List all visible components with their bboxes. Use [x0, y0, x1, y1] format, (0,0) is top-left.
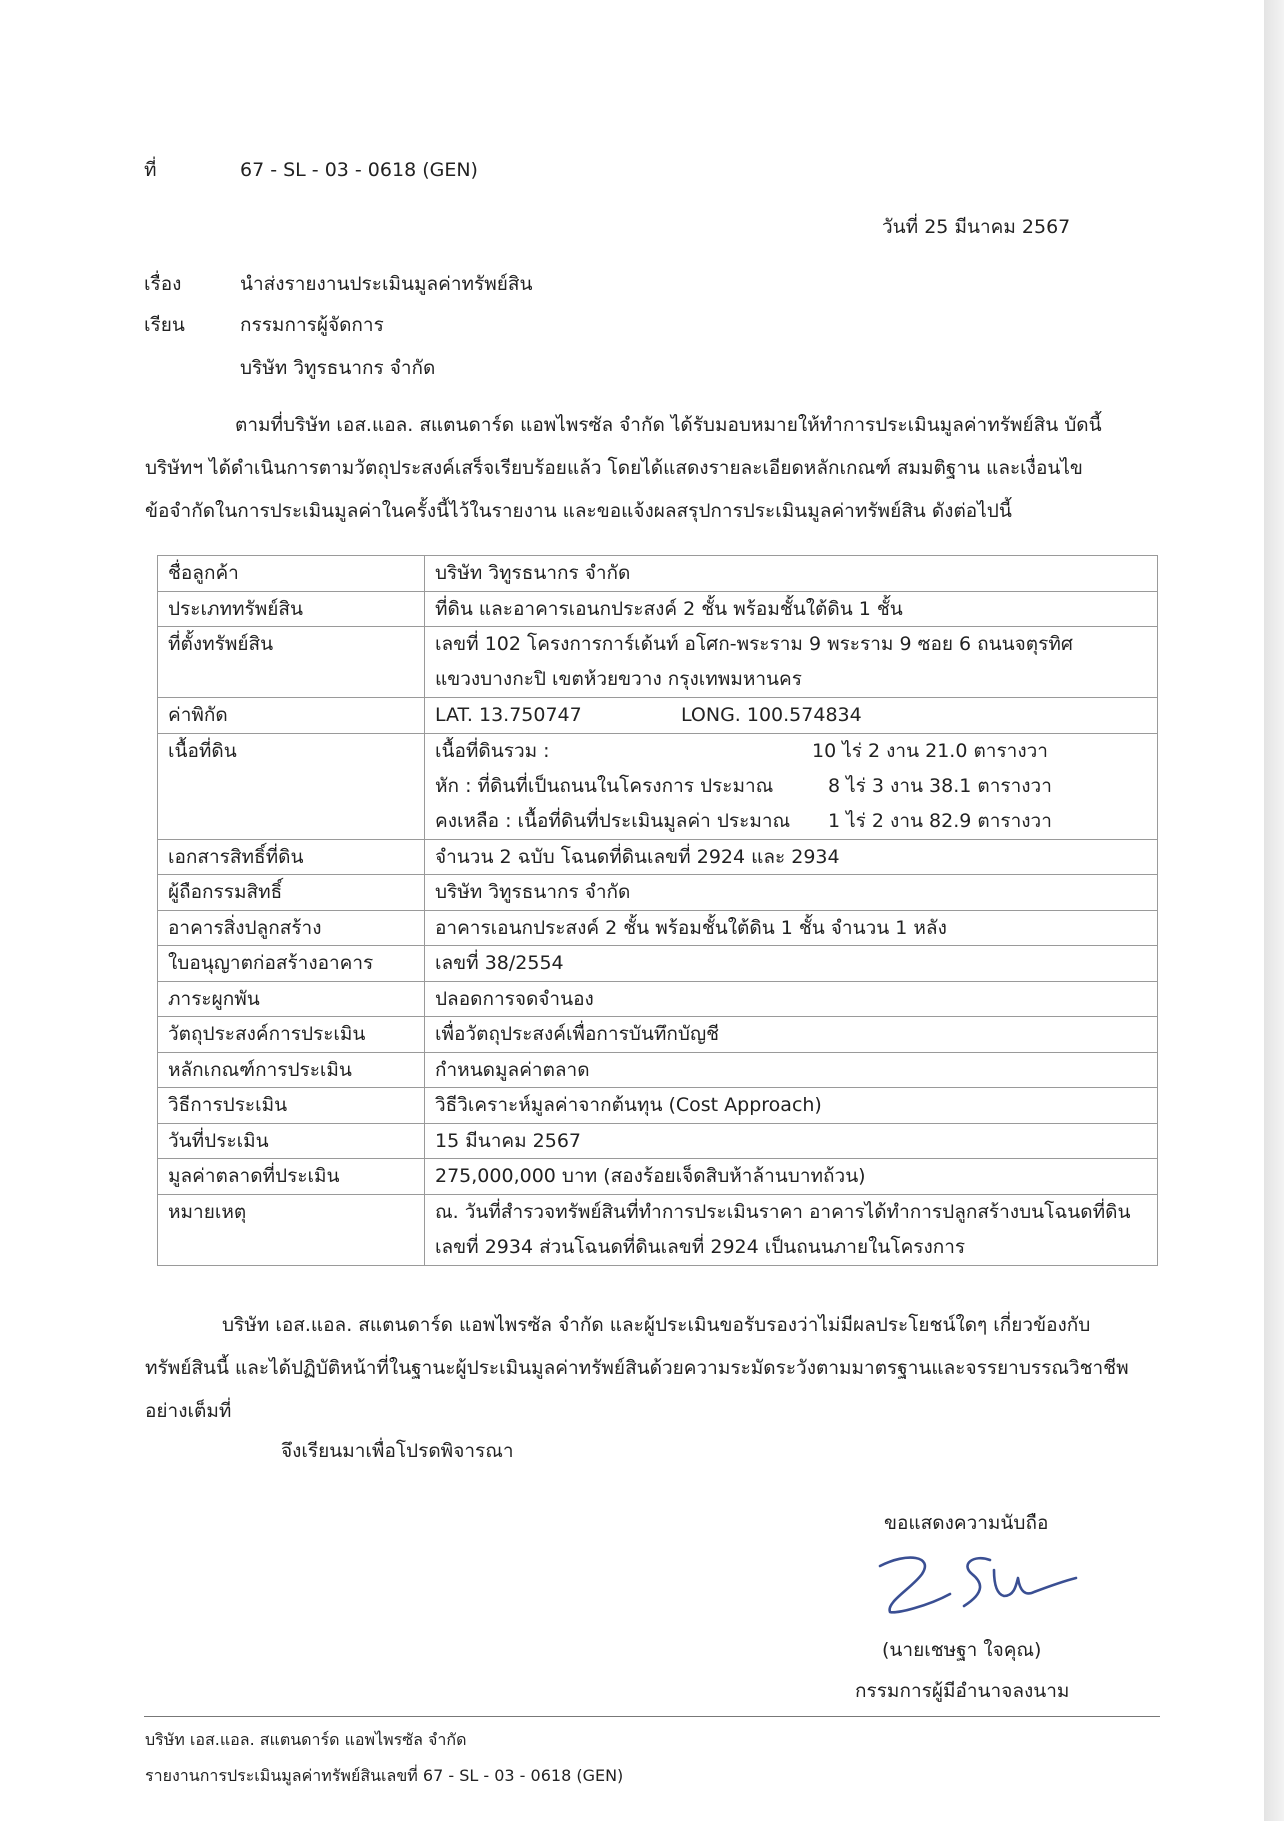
page-edge	[1264, 0, 1284, 1821]
row-label: ภาระผูกพัน	[158, 981, 425, 1017]
row-label: มูลค่าตลาดที่ประเมิน	[158, 1159, 425, 1195]
row-label: ค่าพิกัด	[158, 698, 425, 734]
table-row	[158, 698, 1158, 734]
table-row	[158, 627, 1158, 698]
table-row	[158, 910, 1158, 946]
table-row	[158, 1088, 1158, 1124]
intro-line: บริษัทฯ ได้ดำเนินการตามวัตถุประสงค์เสร็จเรียบร้อยแล้ว โดยได้แสดงรายละเอียดหลักเกณฑ์ สมมติฐาน และเงื่อนไข	[145, 457, 1083, 479]
to-label: เรียน	[144, 314, 185, 336]
ref-label: ที่	[144, 159, 157, 181]
appraisal-basis: กำหนดมูลค่าตลาด	[425, 1052, 1158, 1088]
property-location	[425, 627, 1158, 698]
land-deduct-label: หัก : ที่ดินที่เป็นถนนในโครงการ ประมาณ	[435, 774, 774, 797]
longitude: LONG. 100.574834	[681, 704, 862, 727]
owner: บริษัท วิทูรธนากร จำกัด	[425, 875, 1158, 911]
land-deduct-value: 8 ไร่ 3 งาน 38.1 ตารางวา	[828, 774, 1052, 797]
row-label: ชื่อลูกค้า	[158, 556, 425, 592]
customer-name: บริษัท วิทูรธนากร จำกัด	[425, 556, 1158, 592]
appraisal-purpose: เพื่อวัตถุประสงค์เพื่อการบันทึกบัญชี	[425, 1017, 1158, 1053]
land-total-label: เนื้อที่ดินรวม :	[435, 739, 550, 762]
appraisal-method: วิธีวิเคราะห์มูลค่าจากต้นทุน (Cost Approach)	[425, 1088, 1158, 1124]
row-label: ที่ตั้งทรัพย์สิน	[158, 627, 425, 698]
footer-divider	[144, 1716, 1160, 1717]
row-label: หลักเกณฑ์การประเมิน	[158, 1052, 425, 1088]
footer-report-ref: รายงานการประเมินมูลค่าทรัพย์สินเลขที่ 67 - SL - 03 - 0618 (GEN)	[145, 1766, 624, 1785]
row-label: ผู้ถือกรรมสิทธิ์	[158, 875, 425, 911]
building: อาคารเอนกประสงค์ 2 ชั้น พร้อมชั้นใต้ดิน 1 ชั้น จำนวน 1 หลัง	[425, 910, 1158, 946]
land-remain-label: คงเหลือ : เนื้อที่ดินที่ประเมินมูลค่า ประมาณ	[435, 809, 791, 832]
remark	[425, 1194, 1158, 1265]
summary-table	[157, 555, 1158, 1266]
subject-label: เรื่อง	[144, 273, 182, 295]
row-label: วันที่ประเมิน	[158, 1123, 425, 1159]
location-line: แขวงบางกะปิ เขตห้วยขวาง กรุงเทพมหานคร	[435, 668, 802, 690]
intro-line: ตามที่บริษัท เอส.แอล. สแตนดาร์ด แอพไพรซัล จำกัด ได้รับมอบหมายให้ทำการประเมินมูลค่าทรัพย์สิน บัดนี้	[235, 414, 1102, 436]
land-area	[425, 733, 1158, 839]
recipient-title: กรรมการผู้จัดการ	[240, 314, 384, 336]
closing-line: ทรัพย์สินนี้ และได้ปฏิบัติหน้าที่ในฐานะผู้ประเมินมูลค่าทรัพย์สินด้วยความระมัดระวังตามมาตรฐานและจรรยาบรรณวิชาชีพ	[145, 1357, 1129, 1379]
table-row	[158, 839, 1158, 875]
table-row	[158, 981, 1158, 1017]
property-type: ที่ดิน และอาคารเอนกประสงค์ 2 ชั้น พร้อมชั้นใต้ดิน 1 ชั้น	[425, 591, 1158, 627]
closing-regards: ขอแสดงความนับถือ	[884, 1512, 1049, 1534]
signer-name: (นายเชษฐา ใจคุณ)	[882, 1639, 1042, 1661]
signer-title: กรรมการผู้มีอำนาจลงนาม	[855, 1680, 1070, 1702]
ref-number: 67 - SL - 03 - 0618 (GEN)	[240, 159, 478, 181]
subject: นำส่งรายงานประเมินมูลค่าทรัพย์สิน	[240, 273, 533, 295]
table-row	[158, 733, 1158, 839]
table-row	[158, 591, 1158, 627]
remark-line: ณ. วันที่สำรวจทรัพย์สินที่ทำการประเมินราคา อาคารได้ทำการปลูกสร้างบนโฉนดที่ดิน	[435, 1200, 1131, 1223]
recipient-company: บริษัท วิทูรธนากร จำกัด	[240, 357, 436, 379]
footer-company: บริษัท เอส.แอล. สแตนดาร์ด แอพไพรซัล จำกัด	[145, 1730, 467, 1749]
intro-line: ข้อจำกัดในการประเมินมูลค่าในครั้งนี้ไว้ในรายงาน และขอแจ้งผลสรุปการประเมินมูลค่าทรัพย์สิน ดังต่อไปนี้	[145, 500, 1012, 522]
row-label: อาคารสิ่งปลูกสร้าง	[158, 910, 425, 946]
row-label: ประเภททรัพย์สิน	[158, 591, 425, 627]
table-row	[158, 946, 1158, 982]
remark-line: เลขที่ 2934 ส่วนโฉนดที่ดินเลขที่ 2924 เป็นถนนภายในโครงการ	[435, 1235, 966, 1258]
title-deed: จำนวน 2 ฉบับ โฉนดที่ดินเลขที่ 2924 และ 2934	[425, 839, 1158, 875]
table-row	[158, 1052, 1158, 1088]
letter-date: วันที่ 25 มีนาคม 2567	[882, 216, 1071, 238]
coordinates	[425, 698, 1158, 734]
row-label: ใบอนุญาตก่อสร้างอาคาร	[158, 946, 425, 982]
encumbrance: ปลอดการจดจำนอง	[425, 981, 1158, 1017]
market-value: 275,000,000 บาท (สองร้อยเจ็ดสิบห้าล้านบาทถ้วน)	[425, 1159, 1158, 1195]
table-row	[158, 1159, 1158, 1195]
row-label: หมายเหตุ	[158, 1194, 425, 1265]
land-total-value: 10 ไร่ 2 งาน 21.0 ตารางวา	[812, 739, 1048, 762]
table-row	[158, 1123, 1158, 1159]
table-row	[158, 875, 1158, 911]
table-row	[158, 556, 1158, 592]
closing-line: บริษัท เอส.แอล. สแตนดาร์ด แอพไพรซัล จำกัด และผู้ประเมินขอรับรองว่าไม่มีผลประโยชน์ใดๆ เกี่ยวข้องกับ	[222, 1314, 1091, 1336]
location-line: เลขที่ 102 โครงการการ์เด้นท์ อโศก-พระราม 9 พระราม 9 ซอย 6 ถนนจตุรทิศ	[435, 633, 1073, 655]
latitude: LAT. 13.750747	[435, 704, 582, 727]
closing-line: อย่างเต็มที่	[145, 1400, 232, 1422]
table-row	[158, 1017, 1158, 1053]
signature-image	[872, 1548, 1082, 1620]
row-label: วัตถุประสงค์การประเมิน	[158, 1017, 425, 1053]
building-permit: เลขที่ 38/2554	[425, 946, 1158, 982]
table-row	[158, 1194, 1158, 1265]
row-label: วิธีการประเมิน	[158, 1088, 425, 1124]
row-label: เนื้อที่ดิน	[158, 733, 425, 839]
land-remain-value: 1 ไร่ 2 งาน 82.9 ตารางวา	[828, 809, 1052, 832]
appraisal-date: 15 มีนาคม 2567	[425, 1123, 1158, 1159]
row-label: เอกสารสิทธิ์ที่ดิน	[158, 839, 425, 875]
request-line: จึงเรียนมาเพื่อโปรดพิจารณา	[281, 1440, 514, 1462]
